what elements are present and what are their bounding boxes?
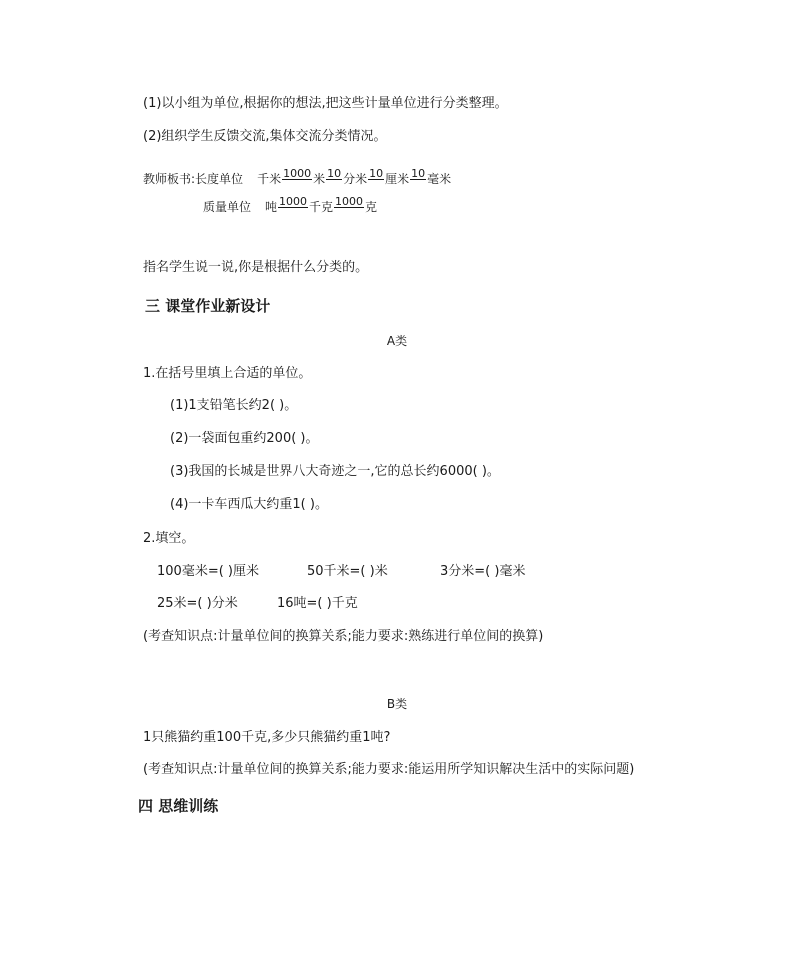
mass-unit-label: 质量单位 bbox=[203, 200, 252, 214]
a-q2-r1-c3: 3分米=( )毫米 bbox=[440, 564, 526, 579]
step-2: (2)组织学生反馈交流,集体交流分类情况。 bbox=[143, 129, 387, 144]
length-unit-label: 长度单位 bbox=[195, 172, 244, 186]
a-q1-item-2: (2)一袋面包重约200( )。 bbox=[170, 431, 319, 446]
unit-mm: 毫米 bbox=[427, 172, 452, 186]
b-note: (考查知识点:计量单位间的换算关系;能力要求:能运用所学知识解决生活中的实际问题) bbox=[143, 762, 635, 777]
b-question: 1只熊猫约重100千克,多少只熊猫约重1吨? bbox=[143, 730, 391, 745]
a-q2-r1-c2: 50千米=( )米 bbox=[307, 564, 388, 579]
a-q2-r2-c2: 16吨=( )千克 bbox=[277, 596, 358, 611]
prompt-text: 指名学生说一说,你是根据什么分类的。 bbox=[143, 260, 369, 275]
class-a-label: A类 bbox=[386, 334, 408, 348]
unit-km: 千米 bbox=[257, 172, 282, 186]
board-length-row bbox=[143, 168, 451, 188]
ratio-km-m: 1000 bbox=[283, 167, 312, 180]
a-q1-item-3: (3)我国的长城是世界八大奇迹之一,它的总长约6000( )。 bbox=[170, 464, 500, 479]
a-q2-r2-c1: 25米=( )分米 bbox=[157, 596, 238, 611]
a-note: (考查知识点:计量单位间的换算关系;能力要求:熟练进行单位间的换算) bbox=[143, 629, 544, 644]
ratio-cm-mm: 10 bbox=[411, 167, 426, 180]
a-q2-title: 2.填空。 bbox=[143, 531, 195, 546]
a-q1-item-4: (4)一卡车西瓜大约重1( )。 bbox=[170, 497, 328, 512]
ratio-kg-g: 1000 bbox=[335, 195, 364, 208]
ratio-dm-cm: 10 bbox=[369, 167, 384, 180]
unit-cm: 厘米 bbox=[385, 172, 410, 186]
unit-dm: 分米 bbox=[343, 172, 368, 186]
class-b-label: B类 bbox=[386, 697, 408, 711]
a-q1-item-1: (1)1支铅笔长约2( )。 bbox=[170, 398, 298, 413]
a-q1-title: 1.在括号里填上合适的单位。 bbox=[143, 366, 312, 381]
board-mass-row bbox=[203, 196, 377, 216]
section-3-heading: 三 课堂作业新设计 bbox=[145, 297, 271, 315]
unit-m: 米 bbox=[313, 172, 326, 186]
ratio-t-kg: 1000 bbox=[279, 195, 308, 208]
board-label: 教师板书: bbox=[143, 172, 196, 186]
a-q2-r1-c1: 100毫米=( )厘米 bbox=[157, 564, 259, 579]
unit-kg: 千克 bbox=[309, 200, 334, 214]
ratio-m-dm: 10 bbox=[327, 167, 342, 180]
unit-g: 克 bbox=[365, 200, 378, 214]
step-1: (1)以小组为单位,根据你的想法,把这些计量单位进行分类整理。 bbox=[143, 96, 508, 111]
unit-t: 吨 bbox=[265, 200, 278, 214]
section-4-heading: 四 思维训练 bbox=[138, 797, 219, 815]
